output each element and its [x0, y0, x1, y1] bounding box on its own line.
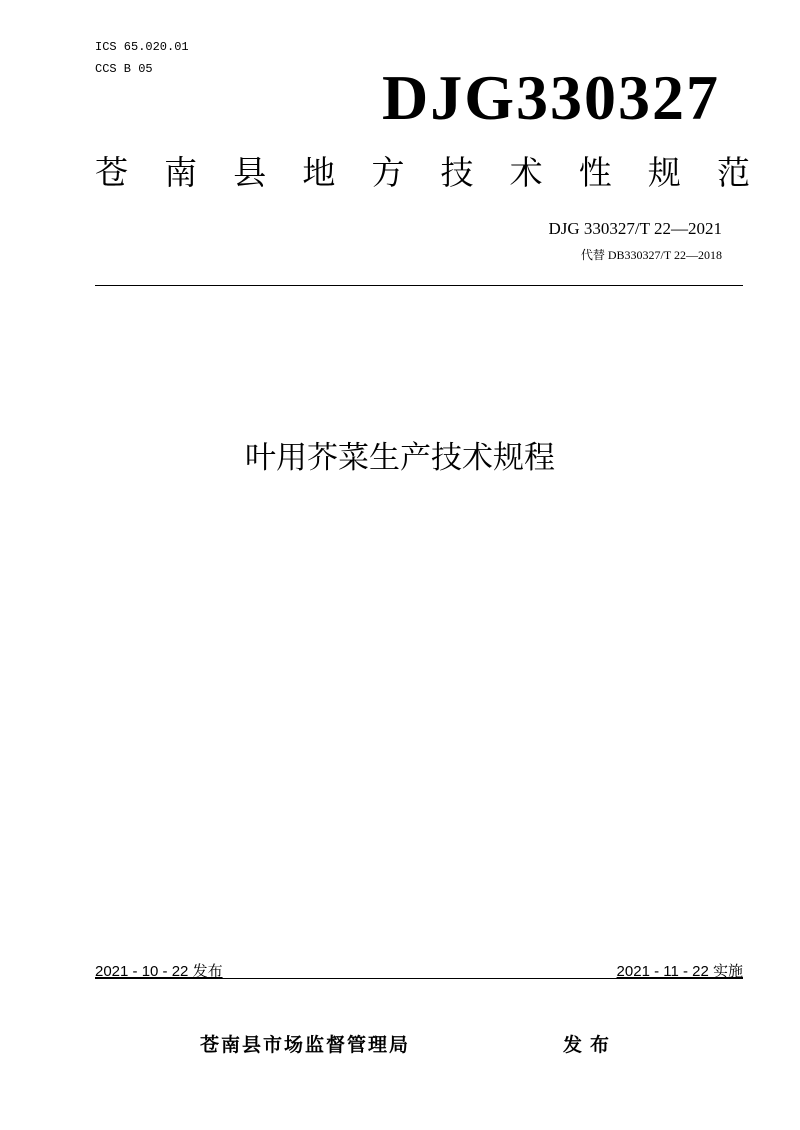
- standard-type-char: 苍: [95, 153, 128, 192]
- standard-type-char: 技: [440, 153, 474, 192]
- document-title: 叶用芥菜生产技术规程: [245, 440, 555, 476]
- standard-number: DJG 330327/T 22—2021: [548, 219, 722, 238]
- implement-date: 2021 - 11 - 22 实施: [616, 963, 743, 980]
- issue-label: 发布: [563, 1034, 618, 1056]
- standard-code-logo: DJG330327: [382, 62, 720, 133]
- standard-type-char: 方: [371, 153, 405, 192]
- ics-code: ICS 65.020.01: [95, 40, 189, 54]
- standard-type-char: 范: [716, 153, 750, 192]
- standard-type-char: 术: [509, 153, 543, 192]
- issuing-authority: 苍南县市场监督管理局: [200, 1034, 411, 1056]
- standard-type-char: 县: [233, 153, 267, 192]
- header-divider: [95, 285, 743, 286]
- standard-type-char: 性: [578, 153, 612, 192]
- standard-type-char: 南: [164, 153, 198, 192]
- ccs-code: CCS B 05: [95, 62, 153, 76]
- standard-type-heading: [95, 153, 750, 192]
- standard-type-char: 规: [647, 153, 681, 192]
- publish-date: 2021 - 10 - 22 发布: [95, 963, 223, 980]
- standard-type-char: 地: [302, 153, 336, 192]
- footer-divider: [95, 978, 743, 979]
- replaces-standard: 代替 DB330327/T 22—2018: [580, 248, 722, 262]
